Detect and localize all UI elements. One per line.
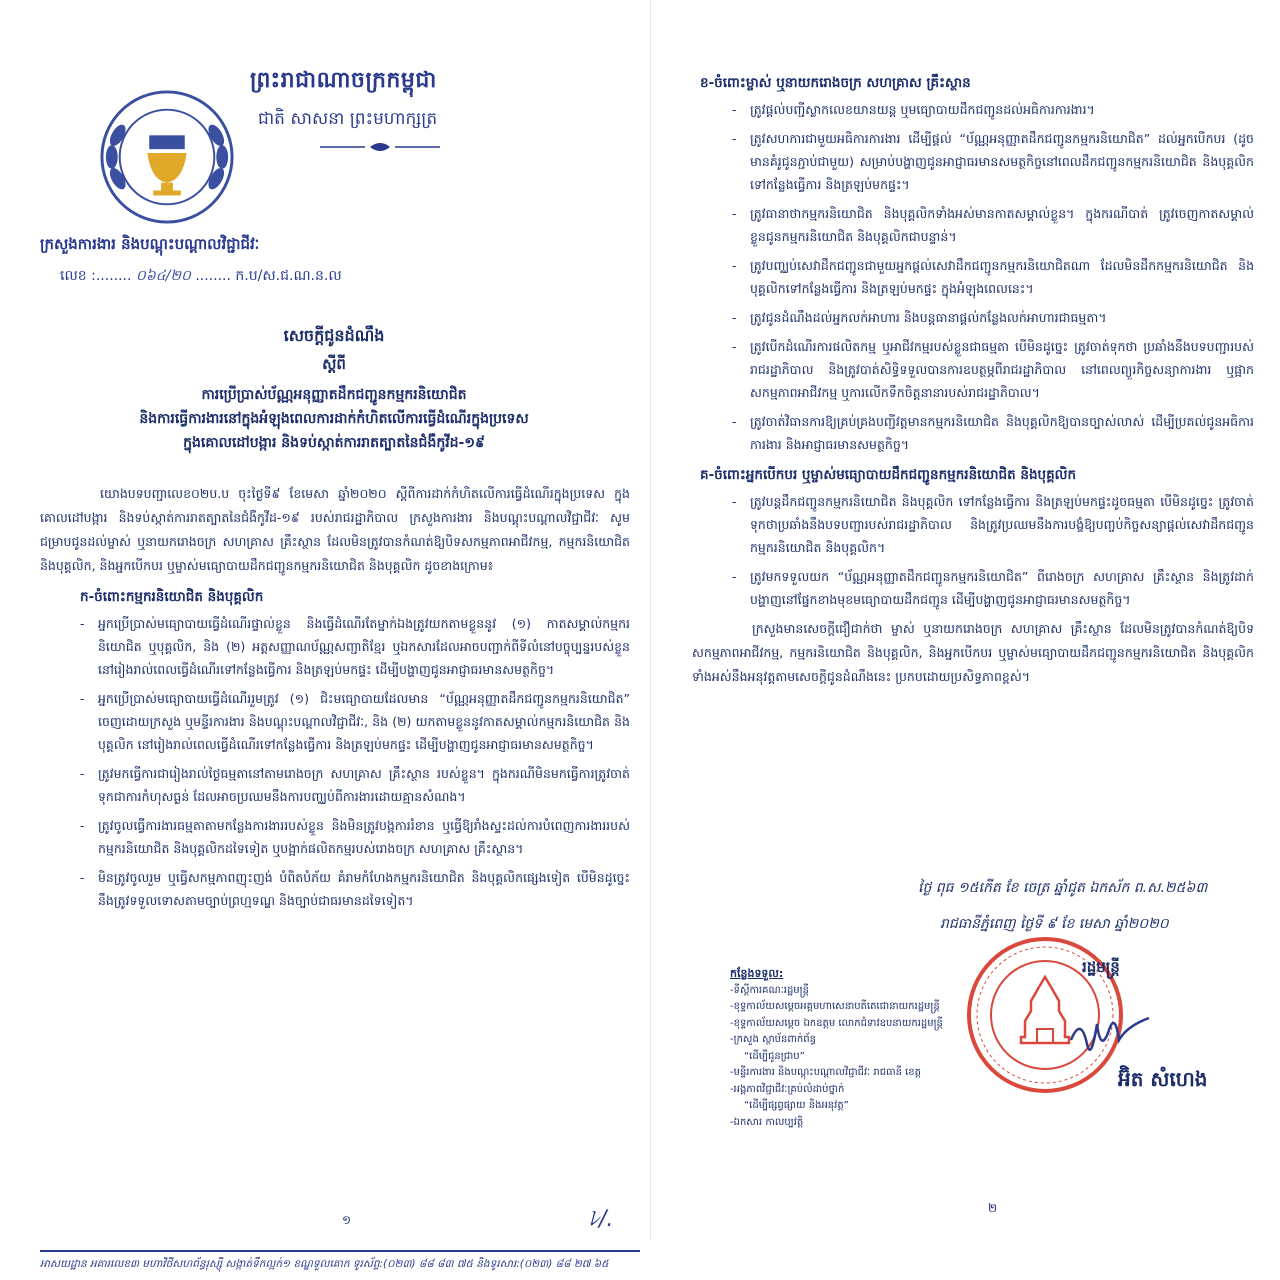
ref-suffix: ក.ប/ស.ជ.ណ.ន.ល [235,268,342,284]
page-number-one: ១ [342,1213,352,1227]
reference-number: លេខ :........ ០៦៤/២០ ........ ក.ប/ស.ជ.ណ.ន.ល [60,268,342,284]
page-number-two: ២ [988,1201,998,1215]
minister-title: រដ្ឋមន្ត្រី [1082,958,1120,976]
recipients-list [730,966,950,1131]
title-subject-2: និងការធ្វើការងារនៅក្នុងអំឡុងពេលការដាក់កំហិតលើការធ្វើដំណើរក្នុងប្រទេស [139,411,529,427]
list-item: - ត្រូវបញ្ឈប់សេវាដឹកជញ្ជូនជាមួយអ្នកផ្តល់សេវាដឹកជញ្ជូនកម្មករនិយោជិតណា ដែលមិនដឹកកម្មករនិយោជិត និងបុគ្គលិកទៅកន្លែងធ្វើការ និងត្រឡប់មកផ្ទះ ក្នុងអំឡុងពេលនេះ។ [732,258,1254,296]
list-item: -អង្គភាពវិជ្ជាជីវៈគ្រប់លំដាប់ថ្នាក់ [730,1083,845,1095]
list-item: - ត្រូវមកទទួលយក “ប័ណ្ណអនុញ្ញាតដឹកជញ្ជូនកម្មករនិយោជិត” ពីរោងចក្រ សហគ្រាស គ្រឹះស្ថាន និងត្រូវដាក់បង្ហាញនៅផ្នែកខាងមុខមធ្យោបាយដឹកជញ្ជូន ដើម្បីបង្ហាញជូនអាជ្ញាធរមានសមត្ថកិច្ច។ [732,569,1254,607]
national-motto: ជាតិ សាសនា ព្រះមហាក្សត្រ [258,109,438,129]
ministry-name: ក្រសួងការងារ និងបណ្តុះបណ្តាលវិជ្ជាជីវៈ [40,235,260,253]
section-c-heading: គ-ចំពោះអ្នកបើកបរ ឬម្ចាស់មធ្យោបាយដឹកជញ្ជូនកម្មករនិយោជិត និងបុគ្គលិក [700,467,1077,483]
list-item: - ត្រូវជូនដំណឹងដល់អ្នកលក់អាហារ និងបន្តធានាផ្តល់កន្លែងលក់អាហារជាធម្មតា។ [732,310,1107,325]
list-item: - អ្នកប្រើប្រាស់មធ្យោបាយធ្វើដំណើរផ្ទាល់ខ្លួន និងធ្វើដំណើរតែម្នាក់ឯងត្រូវយកតាមខ្លួននូវ (១) កាតសម្គាល់កម្មករនិយោជិត ឬបុគ្គលិក, និង (២) អត្តសញ្ញាណប័ណ្ណសញ្ជាតិខ្មែរ ឬឯកសារដែលអាចបញ្ជាក់ពីទីលំនៅបច្ចុប្បន្នរបស់ខ្លួន នៅរៀងរាល់ពេលធ្វើដំណើរទៅកន្លែងធ្វើការ និងត្រឡប់មកផ្ទះ ដើម្បីបង្ហាញជូនអាជ្ញាធរមានសមត្ថកិច្ច។ [80,616,630,677]
section-b-heading: ខ-ចំពោះម្ចាស់ ឬនាយករោងចក្រ សហគ្រាស គ្រឹះស្ថាន [700,75,971,91]
list-item: - ត្រូវបើកដំណើរការផលិតកម្ម ឬអាជីវកម្មរបស់ខ្លួនជាធម្មតា បើមិនដូច្នេះ ត្រូវចាត់ទុកថា ប្រឆាំងនឹងបទបញ្ជារបស់រាជរដ្ឋាភិបាល និងត្រូវបាត់សិទ្ធិទទួលបានការឧបត្ថម្ភពីរាជរដ្ឋាភិបាល នៅពេលព្យួរកិច្ចសន្យាការងារ ឬផ្អាកសកម្មភាពអាជីវកម្ម ឬការលើកទឹកចិត្តនានារបស់រាជរដ្ឋាភិបាល។ [732,339,1254,400]
list-item: “ដើម្បីជូនជ្រាប” [744,1050,805,1062]
signature-icon [1065,1010,1155,1070]
list-item: - ត្រូវផ្តល់បញ្ជីស្លាកលេខយានយន្ត ឬមធ្យោបាយដឹកជញ្ជូនដល់អធិការការងារ។ [732,102,1095,117]
list-item: - អ្នកប្រើប្រាស់មធ្យោបាយធ្វើដំណើររួមត្រូវ (១) ជិះមធ្យោបាយដែលមាន “ប័ណ្ណអនុញ្ញាតដឹកជញ្ជូនកម្មករនិយោជិត” ចេញដោយក្រសួង ឬមន្ទីរការងារ និងបណ្តុះបណ្តាលវិជ្ជាជីវៈ, និង (២) យកតាមខ្លួននូវកាតសម្គាល់កម្មករនិយោជិត និងបុគ្គលិក នៅរៀងរាល់ពេលធ្វើដំណើរទៅកន្លែងធ្វើការ និងត្រឡប់មកផ្ទះ ដើម្បីបង្ហាញជូនអាជ្ញាធរមានសមត្ថកិច្ច។ [80,691,630,752]
title-regarding: ស្តីពី [322,355,346,373]
recipients-heading: កន្លែងទទួល: [730,967,784,980]
closing-paragraph: ក្រសួងមានសេចក្តីជឿជាក់ថា ម្ចាស់ ឬនាយករោងចក្រ សហគ្រាស គ្រឹះស្ថាន ដែលមិនត្រូវបានកំណត់ឱ្យបិទសកម្មភាពអាជីវកម្ម, កម្មករនិយោជិត និងបុគ្គលិក, និងអ្នកបើកបរ ឬម្ចាស់មធ្យោបាយដឹកជញ្ជូនកម្មករនិយោជិត និងបុគ្គលិកទាំងអស់នឹងអនុវត្តតាមសេចក្តីជូនដំណឹងនេះ ប្រកបដោយប្រសិទ្ធភាពខ្ពស់។ [692,621,1254,684]
list-item: -ក្រសួង ស្ថាប័នពាក់ព័ន្ធ [730,1034,816,1045]
list-item: - ត្រូវបន្តដឹកជញ្ជូនកម្មករនិយោជិត និងបុគ្គលិក ទៅកន្លែងធ្វើការ និងត្រឡប់មកផ្ទះដូចធម្មតា បើមិនដូច្នេះ ត្រូវចាត់ទុកថាប្រឆាំងនឹងបទបញ្ជារបស់រាជរដ្ឋាភិបាល និងត្រូវប្រឈមនឹងការបង្ខំឱ្យបញ្ចប់កិច្ចសន្យាផ្តល់សេវាដឹកជញ្ជូនកម្មករនិយោជិត និងបុគ្គលិក។ [732,494,1254,555]
lunar-date: ថ្ងៃ ពុធ ១៥កើត ខែ ចេត្រ ឆ្នាំជូត ឯកស័ក ព.ស.២៥៦៣ [918,880,1208,896]
list-item: -ខុទ្ទកាល័យសម្តេចអគ្គមហាសេនាបតីតេជោនាយករដ្ឋមន្ត្រី [730,1001,940,1012]
list-item: -មន្ទីរការងារ និងបណ្តុះបណ្តាលវិជ្ជាជីវៈ រាជធានី ខេត្ត [730,1067,922,1078]
intro-paragraph: យោងបទបញ្ជាលេខ០២ប.ប ចុះថ្ងៃទី៩ ខែមេសា ឆ្នាំ២០២០ ស្តីពីការដាក់កំហិតលើការធ្វើដំណើរក្នុងប្រទេស ក្នុងគោលដៅបង្ការ និងទប់ស្កាត់ការរាតត្បាតនៃជំងឺកូវីដ-១៩ របស់រាជរដ្ឋាភិបាល ក្រសួងការងារ និងបណ្តុះបណ្តាលវិជ្ជាជីវៈ សូមជម្រាបជូនដល់ម្ចាស់ ឬនាយករោងចក្រ សហគ្រាស គ្រឹះស្ថាន ដែលមិនត្រូវបានកំណត់ឱ្យបិទសកម្មភាពអាជីវកម្ម, កម្មករនិយោជិត និងបុគ្គលិក, និងអ្នកបើកបរ ឬម្ចាស់មធ្យោបាយដឹកជញ្ជូនកម្មករនិយោជិត និងបុគ្គលិក ដូចខាងក្រោម៖ [40,486,630,573]
title-notice: សេចក្តីជូនដំណឹង [283,326,385,345]
list-item: - ត្រូវមកធ្វើការជារៀងរាល់ថ្ងៃធម្មតានៅតាមរោងចក្រ សហគ្រាស គ្រឹះស្ថាន របស់ខ្លួន។ ក្នុងករណីមិនមកធ្វើការត្រូវចាត់ទុកជាការកំហុសធ្ងន់ ដែលអាចប្រឈមនឹងការបញ្ឈប់ពីការងារដោយគ្មានសំណង។ [80,766,630,804]
page-one-body [40,482,630,918]
list-item: - ត្រូវធានាថាកម្មករនិយោជិត និងបុគ្គលិកទាំងអស់មានកាតសម្គាល់ខ្លួន។ ក្នុងករណីបាត់ ត្រូវចេញកាតសម្គាល់ខ្លួនជូនកម្មករនិយោជិត និងបុគ្គលិកជាបន្ទាន់។ [732,206,1254,244]
list-item: - ត្រូវចូលធ្វើការងារធម្មតាតាមកន្លែងការងាររបស់ខ្លួន និងមិនត្រូវបង្កការរំខាន ឬធ្វើឱ្យរាំងស្ទះដល់ការបំពេញការងាររបស់កម្មករនិយោជិត និងបុគ្គលិកដទៃទៀត ឬបង្អាក់ផលិតកម្មរបស់រោងចក្រ សហគ្រាស គ្រឹះស្ថាន។ [80,818,630,856]
ref-number: ០៦៤/២០ [135,268,191,284]
list-item: - មិនត្រូវចូលរួម ឬធ្វើសកម្មភាពញុះញង់ បំពិតបំភ័យ គំរាមកំហែងកម្មករនិយោជិត និងបុគ្គលិកផ្សេងទៀត បើមិនដូច្នេះ នឹងត្រូវទទួលទោសតាមច្បាប់ព្រហ្មទណ្ឌ និងច្បាប់ជាធរមានដទៃទៀត។ [80,870,630,908]
initials-mark: ﾚ/. [588,1207,614,1232]
list-item: - ត្រូវសហការជាមួយអធិការការងារ ដើម្បីផ្តល់ “ប័ណ្ណអនុញ្ញាតដឹកជញ្ជូនកម្មករនិយោជិត” ដល់អ្នកបើកបរ (ដូចមានគំរូជូនភ្ជាប់ជាមួយ) សម្រាប់បង្ហាញជូនអាជ្ញាធរមានសមត្ថកិច្ចនៅពេលដឹកជញ្ជូនកម្មករនិយោជិត និងបុគ្គលិកទៅកន្លែងធ្វើការ និងត្រឡប់មកផ្ទះ។ [732,131,1254,192]
kingdom-heading [250,66,640,157]
list-item: -ឯកសារ កាលប្បវត្តិ [730,1116,804,1128]
page-two-body [692,64,1254,689]
solar-date: រាជធានីភ្នំពេញ ថ្ងៃទី ៩ ខែ មេសា ឆ្នាំ២០២០ [940,916,1169,932]
ministry-logo [98,88,236,226]
list-item: -ខុទ្ទកាល័យសម្តេច ឯកឧត្តម លោកជំទាវឧបនាយករដ្ឋមន្ត្រី [730,1017,943,1029]
list-item: -ទីស្តីការគណៈរដ្ឋមន្ត្រី [730,984,809,996]
list-item: - ត្រូវចាត់វិធានការឱ្យគ្រប់គ្រងបញ្ជីវត្តមានកម្មករនិយោជិត និងបុគ្គលិកឱ្យបានច្បាស់លាស់ ដើម្បីប្រគល់ជូនអធិការការងារ និងអាជ្ញាធរមានសមត្ថកិច្ច។ [732,414,1254,452]
title-subject-1: ការប្រើប្រាស់ប័ណ្ណអនុញ្ញាតដឹកជញ្ជូនកម្មករនិយោជិត [201,387,467,403]
section-a-heading: ក-ចំពោះកម្មករនិយោជិត និងបុគ្គលិក [80,589,264,605]
list-item: “ដើម្បីផ្សព្វផ្សាយ និងអនុវត្ត” [744,1100,849,1111]
footer-address: អាសយដ្ឋាន អគារលេខ៣ មហាវិថីសហព័ន្ធរុស្ស៊ី សង្កាត់ទឹកល្អក់១ ខណ្ឌទួលគោក ទូរស័ព្ទ:(០២៣) ៨៨ ៨៣ ៧៥ និងទូរសារ:(០២៣) ៨៨ ២៧ ៦៥ [40,1250,640,1273]
signatory-name: អ៊ិត សំហេង [1118,1067,1208,1091]
notice-title [40,325,628,455]
ref-label: លេខ [60,268,87,284]
kingdom-name: ព្រះរាជាណាចក្រកម្ពុជា [250,68,437,93]
title-subject-3: ក្នុងគោលដៅបង្ការ និងទប់ស្កាត់ការរាតត្បាតនៃជំងឺកូវីដ-១៩ [183,435,485,451]
ornament-icon [320,141,440,153]
